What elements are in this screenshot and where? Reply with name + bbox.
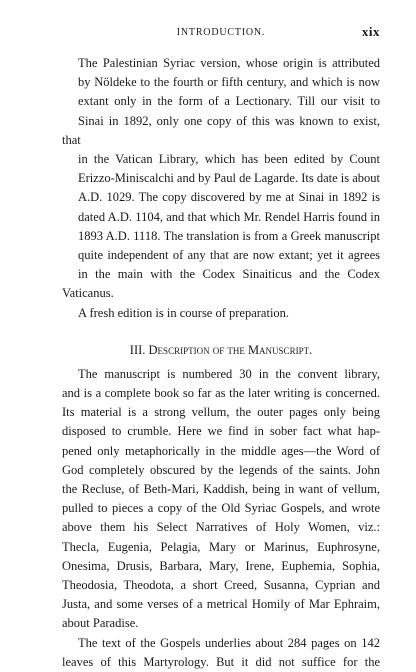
text-line: the Recluse, of Beth-Mari, Kaddish, being in want of vellum,	[62, 482, 380, 497]
paragraph-manuscript-description	[62, 365, 380, 634]
text-line: above them his Select Narratives of Holy Women, viz.:	[62, 520, 380, 535]
page-number: xix	[361, 24, 380, 39]
text-line: God completely obscured by the legends of the saints. John	[62, 462, 380, 477]
text-line: The manuscript is numbered 30 in the convent library,	[78, 366, 380, 381]
text-line: and is a complete book so far as the later writing is concerned.	[62, 386, 380, 401]
text-line: Its material is a strong vellum, the outer pages only being	[62, 405, 380, 420]
text-line: A fresh edition is in course of preparation.	[78, 305, 290, 320]
text-line: quite independent of any that are now extant; yet it agrees	[78, 248, 380, 263]
text-line: disposed to crumble. Here we find in sober fact what hap-	[62, 424, 380, 439]
text-line: in the main with the Codex Sinaiticus and the Codex Vaticanus.	[62, 267, 380, 301]
text-line: A.D. 1029. The copy discovered by me at Sinai in 1892 is	[78, 190, 380, 205]
running-head	[62, 24, 380, 42]
text-line: dated A.D. 1104, and that which Mr. Rendel Harris found in	[78, 209, 380, 224]
text-line: Thecla, Eugenia, Pelagia, Mary or Marinus, Euphrosyne,	[62, 539, 380, 554]
text-line: Erizzo-Miniscalchi and by Paul de Lagarde. Its date is about	[78, 171, 380, 186]
text-line: by Nöldeke to the fourth or fifth century, and which is now	[78, 75, 380, 90]
text-line: Theodosia, Theodota, a short Creed, Susanna, Cyprian and	[62, 578, 380, 593]
text-line: extant only in the form of a Lectionary. Till our visit to	[78, 94, 380, 109]
text-line: Sinai in 1892, only one copy of this was known to exist, that	[62, 113, 380, 147]
text-line: about Paradise.	[62, 616, 139, 631]
text-line: The text of the Gospels underlies about 284 pages on 142	[78, 635, 380, 650]
text-line: 1893 A.D. 1118. The translation is from a Greek manuscript	[78, 228, 380, 243]
paragraph-palestinian-syriac	[62, 54, 380, 323]
running-title: INTRODUCTION.	[176, 27, 266, 38]
text-line: Justa, and some verses of a metrical Homily of Mar Ephraim,	[62, 597, 380, 612]
text-line: Onesima, Drusis, Barbara, Mary, Irene, Euphemia, Sophia,	[62, 558, 380, 573]
text-line: The Palestinian Syriac version, whose origin is attributed	[78, 56, 380, 70]
section-heading: III. Description of the Manuscript.	[129, 342, 313, 357]
text-line: pened only metaphorically in the middle ages—the Word of	[62, 443, 380, 458]
text-line: in the Vatican Library, which has been edited by Count	[78, 152, 380, 167]
book-page	[62, 24, 380, 672]
text-line: leaves of this Martyrology. But it did not suffice for the	[62, 654, 380, 669]
text-line: pulled to pieces a copy of the Old Syriac Gospels, and wrote	[62, 501, 380, 516]
paragraph-gospel-text	[62, 634, 380, 672]
